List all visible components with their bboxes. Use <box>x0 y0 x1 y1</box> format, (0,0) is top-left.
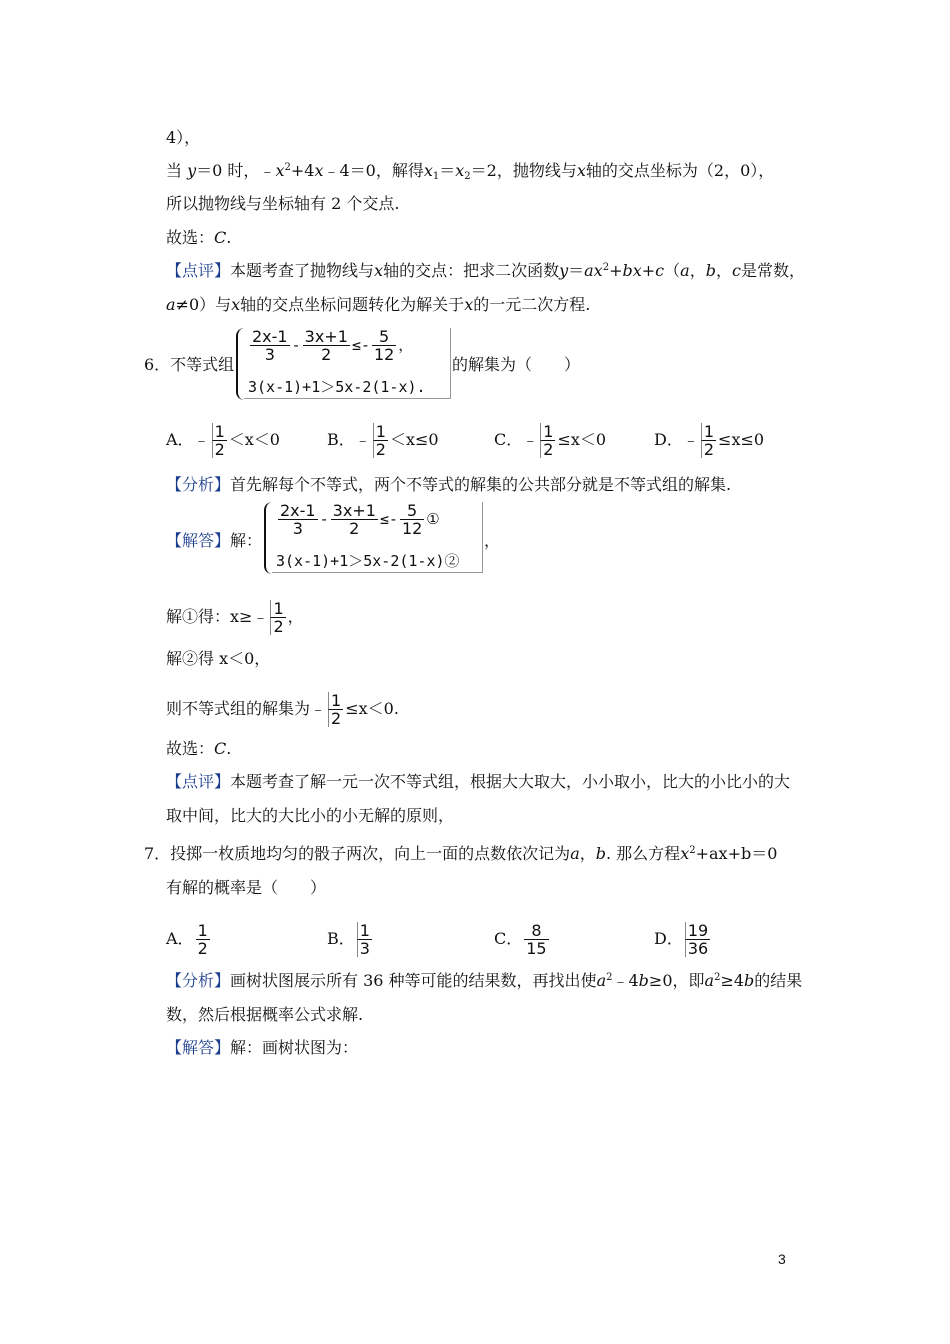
text-span: . <box>226 228 232 247</box>
var: x <box>576 161 586 180</box>
text-span: ≥4 <box>720 971 745 990</box>
q6-option-b[interactable] <box>327 423 439 458</box>
fraction <box>270 600 285 635</box>
q6-option-c[interactable] <box>494 423 606 458</box>
text-span: ＝ <box>439 161 456 180</box>
var: x <box>314 161 324 180</box>
var: x <box>275 161 285 180</box>
text-span: ﹣4＝0，解得 <box>323 161 424 180</box>
q7-analysis-2 <box>166 1004 363 1026</box>
text-span: ＝2，抛物线与 <box>470 161 577 180</box>
fraction <box>540 423 555 458</box>
underline <box>244 328 451 399</box>
var: x <box>464 295 474 314</box>
text-span: 是常数， <box>740 261 805 280</box>
num: 1 <box>701 423 716 440</box>
text-span: 7．投掷一枚质地均匀的骰子两次，向上一面的点数依次记为 <box>144 844 571 863</box>
review-line-1 <box>166 260 805 282</box>
text-span: 的结果 <box>754 971 803 990</box>
mark: ① <box>426 510 440 528</box>
text-line-2 <box>166 160 774 182</box>
sub: 1 <box>432 171 440 182</box>
q7-analysis-1 <box>166 970 802 992</box>
den: 12 <box>401 519 423 538</box>
text-span: 当 <box>166 161 183 180</box>
text-span: 取中间，比大的大比小的小无解的原则， <box>166 806 455 825</box>
fraction <box>196 922 210 957</box>
label: C． <box>494 929 523 948</box>
den: 2 <box>328 709 343 727</box>
le: ≤- <box>379 510 398 528</box>
text-span: ≥0，即 <box>648 971 705 990</box>
var: x <box>423 161 433 180</box>
text-line-1 <box>166 127 200 149</box>
den: 2 <box>212 440 227 458</box>
text-span: 的一元二次方程. <box>473 295 591 314</box>
sup: 2 <box>606 972 613 983</box>
var: y <box>187 161 197 180</box>
q6-option-a[interactable] <box>166 423 280 458</box>
den: 2 <box>540 440 555 458</box>
text-span: ， <box>287 607 304 626</box>
text-span: ， <box>484 531 501 550</box>
num: 1 <box>357 922 372 939</box>
answer-tag: 【解答】 <box>166 1038 231 1057</box>
le: ≤- <box>351 336 370 354</box>
label: B．﹣ <box>327 430 371 449</box>
num: 19 <box>685 922 710 939</box>
den: 2 <box>373 440 388 458</box>
text-span: 画树状图展示所有 36 种等可能的结果数，再找出使 <box>230 971 597 990</box>
var: c <box>731 261 741 280</box>
text-span: ， <box>689 261 706 280</box>
text-span: ≤x＜0. <box>345 699 399 718</box>
text-span: 故选： <box>166 739 215 758</box>
den: 2 <box>701 440 716 458</box>
text-span: 本题考查了解一元一次不等式组，根据大大取大，小小取小，比大的小比小的大 <box>230 772 791 791</box>
text-span: 解：画树状图为： <box>230 1038 359 1057</box>
q7-option-a[interactable] <box>166 922 212 957</box>
q7-line-1 <box>144 843 777 865</box>
minus: - <box>291 336 301 354</box>
var: x <box>374 261 384 280</box>
var: x <box>231 295 241 314</box>
text-span: ﹣4 <box>612 971 639 990</box>
den: 36 <box>685 939 710 957</box>
num: 3x+1 <box>304 327 348 346</box>
label: D． <box>654 929 683 948</box>
num: 1 <box>197 921 208 940</box>
fraction <box>328 692 343 727</box>
q6-step-3 <box>166 692 399 727</box>
analysis-tag: 【分析】 <box>166 971 231 990</box>
q6-option-d[interactable] <box>654 423 764 458</box>
text-span: 4）， <box>166 128 201 147</box>
text-span: 首先解每个不等式，两个不等式的解集的公共部分就是不等式组的解集. <box>230 475 732 494</box>
fraction <box>524 922 548 957</box>
label: A．﹣ <box>166 430 210 449</box>
num: 8 <box>531 921 542 940</box>
num: 3x+1 <box>332 501 376 520</box>
var: b <box>595 844 606 863</box>
text-span: 轴的交点坐标问题转化为解关于 <box>240 295 465 314</box>
review-tag: 【点评】 <box>166 772 231 791</box>
var: C <box>214 739 227 758</box>
var: x <box>680 844 690 863</box>
sup: 2 <box>689 845 696 856</box>
q6-suffix <box>452 354 580 376</box>
num: 1 <box>540 423 555 440</box>
fraction <box>685 922 710 957</box>
text-span: ， <box>579 844 596 863</box>
var: bx <box>622 261 642 280</box>
num: 2x-1 <box>252 327 288 346</box>
q6-inequality-system <box>236 328 452 400</box>
rest: ≤x＜0 <box>557 430 607 449</box>
text-span: 所以抛物线与坐标轴有 2 个交点. <box>166 194 400 213</box>
page-number: 3 <box>778 1251 786 1267</box>
q6-prefix <box>144 354 234 376</box>
text-span: 有解的概率是（ ） <box>166 878 327 897</box>
label: A． <box>166 929 194 948</box>
q7-line-2 <box>166 877 326 899</box>
review-line-2 <box>166 294 590 316</box>
var: b <box>705 261 716 280</box>
num: 1 <box>212 423 227 440</box>
q6-sys-tail <box>484 530 500 552</box>
analysis-tag: 【分析】 <box>166 475 231 494</box>
var: a <box>166 295 176 314</box>
var: b <box>638 971 649 990</box>
text-span: +4 <box>290 161 315 180</box>
text-span: . 那么方程 <box>606 844 681 863</box>
text-span: 本题考查了抛物线与 <box>230 261 375 280</box>
rest: ≤x≤0 <box>718 430 765 449</box>
num: 1 <box>328 692 343 709</box>
var: a <box>596 971 607 990</box>
text-span: 轴的交点坐标为（2，0）， <box>585 161 775 180</box>
var: y <box>559 261 569 280</box>
text-span: 解②得 x＜0， <box>166 649 271 668</box>
q6-solution-system <box>264 502 484 574</box>
q7-answer <box>166 1037 358 1059</box>
num: 5 <box>379 327 390 346</box>
row-text: 3(x-1)+1＞5x-2(1-x)② <box>276 552 460 570</box>
q7-option-b[interactable] <box>327 922 374 957</box>
label: C．﹣ <box>494 430 539 449</box>
sub: 2 <box>464 171 471 182</box>
var: a <box>570 844 580 863</box>
q7-option-c[interactable] <box>494 922 551 957</box>
den: 3 <box>250 345 290 363</box>
num: 2x-1 <box>280 501 316 520</box>
text-span: + <box>641 261 656 280</box>
var: c <box>655 261 665 280</box>
den: 2 <box>270 617 285 635</box>
row-text: 3(x-1)+1＞5x-2(1-x). <box>248 378 426 396</box>
rest: ＜x＜0 <box>228 430 280 449</box>
q6-analysis <box>166 474 731 496</box>
var: b <box>744 971 755 990</box>
den: 2 <box>303 345 350 363</box>
fraction <box>373 423 388 458</box>
tail: ， <box>398 336 414 354</box>
den: 3 <box>278 519 318 537</box>
text-span: （ <box>664 261 681 280</box>
den: 12 <box>373 345 395 364</box>
text-span: ≠0）与 <box>175 295 232 314</box>
review-tag: 【点评】 <box>166 261 231 280</box>
den: 3 <box>357 939 372 957</box>
choose-line-1 <box>166 227 231 249</box>
underline <box>272 502 483 573</box>
text-span: 数，然后根据概率公式求解. <box>166 1005 364 1024</box>
label: D．﹣ <box>654 430 699 449</box>
var: a <box>680 261 690 280</box>
sup: 2 <box>602 262 610 273</box>
q6-review-2 <box>166 805 454 827</box>
fraction <box>701 423 716 458</box>
num: 5 <box>407 501 418 520</box>
minus: - <box>319 510 329 528</box>
fraction <box>357 922 372 957</box>
text-span: +ax+b＝0 <box>695 844 778 863</box>
var: x <box>455 161 465 180</box>
answer-tag: 【解答】 <box>166 531 231 550</box>
q6-step-2 <box>166 648 270 670</box>
var: C <box>214 228 227 247</box>
text-span: 的解集为（ ） <box>452 355 581 374</box>
var: ax <box>584 261 603 280</box>
num: 1 <box>373 423 388 440</box>
text-span: 故选： <box>166 228 215 247</box>
label: B． <box>327 929 355 948</box>
sup: 2 <box>284 162 291 173</box>
text-span: 6．不等式组 <box>144 355 235 374</box>
den: 2 <box>197 939 208 958</box>
q7-option-d[interactable] <box>654 922 712 957</box>
text-span: + <box>609 261 623 280</box>
text-span: 解： <box>230 531 263 550</box>
text-span: ＝ <box>568 261 585 280</box>
text-span: ＝0 时，﹣ <box>196 161 276 180</box>
q6-choose <box>166 738 231 760</box>
text-span: x≥﹣ <box>230 607 269 626</box>
rest: ＜x≤0 <box>389 430 439 449</box>
text-span: 轴的交点：把求二次函数 <box>383 261 560 280</box>
text-span: 解①得： <box>166 607 231 626</box>
q6-answer-prefix <box>166 530 262 552</box>
sup: 2 <box>714 972 721 983</box>
fraction <box>212 423 227 458</box>
text-span: ， <box>715 261 732 280</box>
text-span: . <box>226 739 232 758</box>
q6-review-1 <box>166 771 790 793</box>
text-span: 则不等式组的解集为﹣ <box>166 699 327 718</box>
text-line-3 <box>166 193 399 215</box>
den: 2 <box>331 519 378 537</box>
num: 1 <box>270 600 285 617</box>
var: a <box>704 971 715 990</box>
q6-step-1 <box>166 600 304 635</box>
den: 15 <box>526 939 547 958</box>
